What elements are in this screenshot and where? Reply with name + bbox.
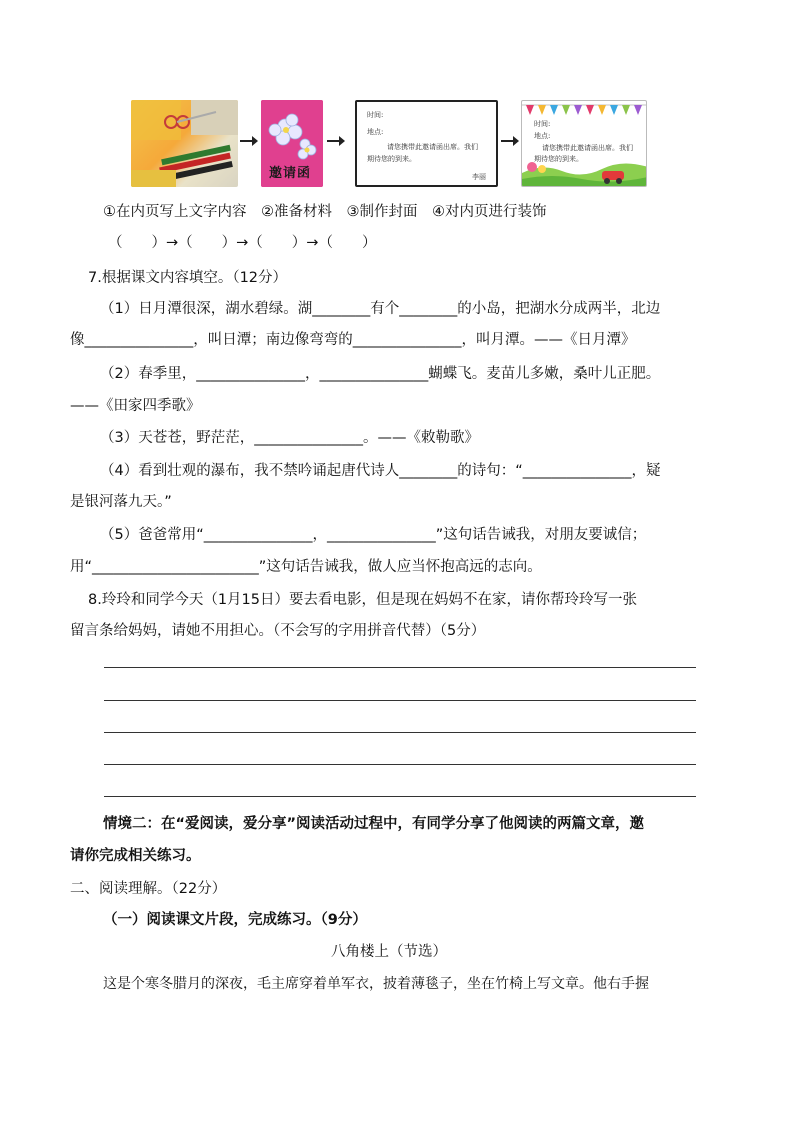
q7-title: 7.根据课文内容填空。（12分） (88, 270, 288, 286)
scenario-line-1: 情境二：在“爱阅读，爱分享”阅读活动过程中，有同学分享了他阅读的两篇文章，邀 (103, 816, 645, 832)
answer-line-1[interactable] (104, 667, 696, 668)
arrow-2 (327, 140, 343, 142)
q7-line-2: 像_______________，叫日潭；南边像弯弯的_______________，叫月潭。——《日月潭》 (70, 332, 636, 348)
cover-photo (261, 100, 323, 187)
q7-line-9: 用“_______________________”这句话告诫我，做人应当怀抱高远的志向。 (70, 559, 542, 575)
plain-invitation-card (355, 100, 498, 187)
q7-line-7: 是银河落九天。” (70, 494, 172, 510)
decorated-invitation-card (521, 100, 647, 187)
answer-line-5[interactable] (104, 796, 696, 797)
q7-line-1: （1）日月潭很深，湖水碧绿。湖________有个________的小岛，把湖水分成两半，北边 (100, 301, 661, 317)
section2-title: 二、阅读理解。（22分） (70, 881, 227, 897)
scenario-line-2: 请你完成相关练习。 (70, 848, 201, 864)
card-signature: 李丽 (472, 173, 486, 181)
card-body-line2: 期待您的到来。 (367, 155, 416, 163)
decorated-body-line1: 请您携带此邀请函出席。我们 (542, 144, 633, 152)
decorated-place-label: 地点: (534, 132, 551, 140)
card-body-line1: 请您携带此邀请函出席。我们 (387, 143, 478, 151)
q7-line-4: ——《田家四季歌》 (70, 398, 201, 414)
materials-photo (131, 100, 238, 187)
cover-title: 邀请函 (269, 166, 312, 181)
card-place-label: 地点: (367, 128, 384, 136)
steps-options: ①在内页写上文字内容 ②准备材料 ③制作封面 ④对内页进行装饰 (103, 204, 547, 220)
decorated-time-label: 时间: (534, 120, 551, 128)
answer-line-3[interactable] (104, 732, 696, 733)
section2-part1: （一）阅读课文片段，完成练习。（9分） (103, 912, 367, 928)
q7-line-3: （2）春季里，_______________，_______________蝴蝶飞。麦苗儿多嫩，桑叶儿正肥。 (100, 366, 661, 382)
answer-line-4[interactable] (104, 764, 696, 765)
arrow-3 (501, 140, 517, 142)
passage-line-1: 这是个寒冬腊月的深夜，毛主席穿着单军衣，披着薄毯子，坐在竹椅上写文章。他右手握 (103, 976, 649, 992)
q7-line-8: （5）爸爸常用“_______________，_______________”这句话告诫我，对朋友要诚信； (100, 527, 647, 543)
q8-line-2: 留言条给妈妈，请她不用担心。（不会写的字用拼音代替）（5分） (70, 623, 486, 639)
arrow-1 (240, 140, 256, 142)
answer-line-2[interactable] (104, 700, 696, 701)
passage-title: 八角楼上（节选） (331, 944, 447, 960)
order-answer-blanks[interactable]: （ ）→（ ）→（ ）→（ ） (108, 235, 377, 251)
q8-line-1: 8.玲玲和同学今天（1月15日）要去看电影，但是现在妈妈不在家，请你帮玲玲写一张 (88, 592, 638, 608)
q7-line-6: （4）看到壮观的瀑布，我不禁吟诵起唐代诗人________的诗句：“_______________，疑 (100, 463, 661, 479)
q7-line-5: （3）天苍苍，野茫茫，_______________。——《敕勒歌》 (100, 430, 479, 446)
decorated-body-line2: 期待您的到来。 (534, 155, 583, 163)
card-time-label: 时间: (367, 111, 384, 119)
